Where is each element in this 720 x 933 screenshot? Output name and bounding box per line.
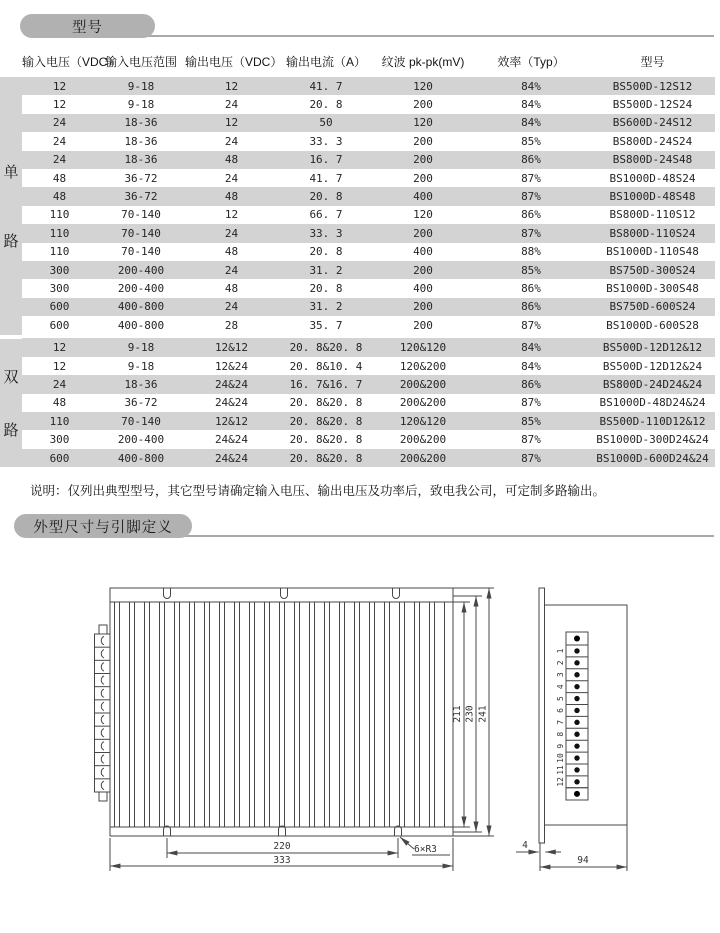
horizontal-dimensions [110, 838, 453, 871]
table-cell: 87% [521, 171, 541, 185]
table-cell: BS750D-600S24 [590, 298, 715, 316]
table-row [22, 357, 715, 375]
note-text: 说明：仅列出典型型号，其它型号请确定输入电压、输出电压及功率后，致电我公司，可定制多路输出。 [30, 484, 606, 498]
table-cell: 24&24 [214, 396, 249, 410]
table-cell: 18-36 [97, 151, 185, 169]
table-cell: 85% [472, 261, 590, 279]
table-cell: 12 [22, 77, 97, 95]
section-tab-models [20, 14, 155, 38]
pin-number-label: 5 [556, 696, 565, 701]
group-char: 单 [3, 164, 19, 181]
table-cell: 24 [22, 151, 97, 169]
table-cell: BS750D-300S24 [590, 261, 715, 279]
table-cell: 24&24 [214, 433, 249, 447]
pin-number-label: 11 [556, 765, 565, 775]
table-cell: 87% [472, 449, 590, 467]
table-cell: BS800D-110S24 [590, 224, 715, 242]
table-cell: BS800D-24S24 [612, 134, 693, 148]
section-title-models: 型号 [72, 19, 103, 36]
table-cell: 36-72 [124, 396, 158, 410]
table-cell: 200&200 [374, 449, 472, 467]
col-header-ripple: 纹波 pk-pk(mV) [381, 55, 465, 69]
connector-clamp-arc [101, 768, 104, 776]
section-tab-dimensions [14, 514, 192, 538]
table-row [22, 187, 715, 205]
pin-number-label: 2 [556, 660, 565, 666]
pin-number-label: 3 [556, 672, 565, 678]
table-cell: 84% [521, 98, 541, 112]
front-view [95, 588, 495, 871]
table-cell: 24 [185, 298, 278, 316]
table-cell: 85% [521, 134, 541, 148]
table-cell: 110 [22, 224, 97, 242]
table-cell: 12 [185, 77, 278, 95]
connector-clamp-arc [101, 676, 104, 684]
dim-notch-label: 6×R3 [414, 844, 437, 855]
table-cell: 66. 7 [309, 208, 343, 222]
group-label-single [0, 77, 22, 335]
table-cell: 24 [52, 134, 67, 148]
terminal-screw-dot [574, 696, 579, 701]
table-cell: 120 [413, 208, 433, 222]
table-cell: 400 [374, 187, 472, 205]
heatsink-fins [115, 602, 445, 827]
table-cell: 20. 8 [309, 281, 343, 295]
terminal-connector-front [95, 625, 111, 801]
connector-clamp-arc [101, 742, 104, 750]
table-row [22, 114, 715, 132]
table-cell: 200-400 [117, 433, 165, 447]
connector-clamp-arc [101, 729, 104, 737]
pin-number-label: 8 [556, 731, 565, 737]
table-row [22, 316, 715, 334]
table-cell: 24 [224, 134, 239, 148]
terminal-block-side [566, 632, 588, 800]
connector-clamp-arc [101, 715, 104, 723]
terminal-screw-dot [574, 732, 579, 737]
table-cell: 18-36 [124, 134, 158, 148]
table-cell: BS500D-12S12 [590, 77, 715, 95]
table-cell: 24 [185, 261, 278, 279]
table-cell: 120 [374, 114, 472, 132]
pin-number-label: 10 [556, 753, 565, 763]
side-dimensions [516, 825, 627, 871]
dimension-drawing [0, 560, 720, 933]
table-row [22, 95, 715, 113]
table-cell: 9-18 [97, 338, 185, 356]
table-header-row [22, 46, 715, 77]
table-cell: 36-72 [124, 171, 158, 185]
table-row [22, 338, 715, 356]
connector-clamp-arc [101, 702, 104, 710]
table-cell: 9-18 [127, 98, 155, 112]
table-cell: 12 [52, 359, 67, 373]
table-cell: 24&24 [185, 449, 278, 467]
table-row [22, 412, 715, 430]
table-cell: 84% [521, 359, 541, 373]
table-cell: BS1000D-600D24&24 [590, 449, 715, 467]
terminal-screw-dot [574, 743, 579, 748]
table-cell: BS1000D-110S48 [606, 245, 699, 259]
table-cell: 110 [22, 412, 97, 430]
table-cell: BS500D-12D12&12 [590, 338, 715, 356]
table-cell: 48 [224, 245, 239, 259]
table-cell: 120 [374, 77, 472, 95]
table-cell: 86% [472, 298, 590, 316]
table-row [22, 261, 715, 279]
table-cell: 88% [521, 245, 541, 259]
table-cell: 70-140 [97, 224, 185, 242]
table-row [22, 298, 715, 316]
dim-width-total: 333 [273, 855, 291, 866]
table-cell: 20. 8 [278, 187, 374, 205]
table-cell: 86% [521, 281, 541, 295]
table-cell: 84% [472, 338, 590, 356]
table-cell: BS800D-110S12 [609, 208, 696, 222]
group-char: 路 [3, 422, 19, 439]
table-cell: BS1000D-48S24 [609, 171, 696, 185]
col-header-input-range: 输入电压范围 [104, 55, 177, 69]
table-cell: 84% [472, 77, 590, 95]
table-cell: 9-18 [127, 359, 155, 373]
table-row [22, 77, 715, 95]
table-cell: 31. 2 [278, 298, 374, 316]
connector-clamp-arc [101, 650, 104, 658]
table-cell: 18-36 [97, 114, 185, 132]
pin-number-label: 9 [556, 743, 565, 749]
table-cell: 84% [472, 114, 590, 132]
table-cell: 36-72 [97, 187, 185, 205]
connector-clamp-arc [101, 636, 104, 644]
table-row [22, 375, 715, 393]
table-row [22, 449, 715, 467]
table-row [22, 394, 715, 412]
col-header-output-voltage: 输出电压（VDC） [185, 55, 283, 69]
table-cell: 200&200 [399, 433, 447, 447]
group-char: 双 [3, 369, 19, 386]
table-cell: 200 [374, 261, 472, 279]
table-cell: 20. 8&10. 4 [289, 359, 363, 373]
table-cell: 24 [22, 114, 97, 132]
terminal-screw-dot [574, 684, 579, 689]
table-cell: 70-140 [121, 208, 161, 222]
table-cell: 300 [22, 261, 97, 279]
table-row [22, 169, 715, 187]
dim-height-mid: 230 [464, 705, 476, 723]
table-cell: 87% [472, 224, 590, 242]
table-cell: 120&200 [399, 359, 447, 373]
table-cell: 35. 7 [309, 318, 343, 332]
table-cell: BS600D-24S12 [590, 114, 715, 132]
table-cell: 87% [521, 396, 541, 410]
table-cell: 12&12 [185, 412, 278, 430]
connector-clamp-arc [101, 755, 104, 763]
table-cell: 110 [49, 208, 70, 222]
table-cell: 200 [413, 134, 433, 148]
table-cell: 85% [472, 412, 590, 430]
pin-number-label: 4 [556, 684, 565, 690]
dim-flange-thickness: 4 [522, 840, 528, 851]
table-cell: 41. 7 [309, 171, 343, 185]
terminal-screw-dot [574, 648, 579, 653]
table-cell: 20. 8&20. 8 [278, 412, 374, 430]
table-cell: 200 [413, 98, 433, 112]
side-view [516, 588, 627, 871]
dim-height-fins: 211 [452, 705, 463, 723]
table-cell: 9-18 [97, 77, 185, 95]
table-cell: 70-140 [97, 412, 185, 430]
table-cell: BS1000D-300D24&24 [596, 433, 709, 447]
table-row [22, 430, 715, 448]
table-cell: 400-800 [117, 318, 165, 332]
table-cell: 20. 8&20. 8 [289, 433, 363, 447]
table-cell: 400 [413, 245, 433, 259]
table-cell: 48 [224, 281, 239, 295]
connector-clamp-arc [101, 781, 104, 789]
pin-number-label: 12 [556, 777, 565, 787]
table-cell: 20. 8&20. 8 [278, 449, 374, 467]
table-cell: 87% [472, 187, 590, 205]
table-cell: 48 [52, 171, 67, 185]
table-cell: 20. 8&20. 8 [289, 396, 363, 410]
connector-clamp-arc [101, 663, 104, 671]
table-cell: 86% [472, 151, 590, 169]
terminal-screw-dot [574, 755, 579, 760]
table-cell: 12 [224, 208, 239, 222]
terminal-screw-dot [574, 672, 579, 677]
table-cell: 20. 8 [309, 98, 343, 112]
table-cell: 16. 7&16. 7 [278, 375, 374, 393]
pin-numbers [556, 648, 565, 786]
table-cell: 24 [224, 98, 239, 112]
section-title-dimensions: 外型尺寸与引脚定义 [33, 519, 173, 536]
table-cell: 200 [374, 298, 472, 316]
table-cell: 24 [224, 171, 239, 185]
table-cell: 87% [521, 318, 541, 332]
table-cell: 200&200 [374, 375, 472, 393]
table-cell: 12 [185, 114, 278, 132]
table-cell: 200-400 [97, 261, 185, 279]
table-cell: BS1000D-600S28 [606, 318, 699, 332]
mounting-notches [164, 588, 402, 836]
table-cell: 12 [22, 338, 97, 356]
table-cell: 48 [185, 151, 278, 169]
table-cell: 120&120 [374, 412, 472, 430]
table-cell: 200 [374, 224, 472, 242]
table-cell: BS1000D-48D24&24 [599, 396, 706, 410]
table-cell: BS1000D-48S48 [590, 187, 715, 205]
table-cell: 300 [49, 281, 70, 295]
terminal-screw-dot [574, 767, 579, 772]
col-header-efficiency: 效率（Typ） [497, 55, 565, 69]
col-header-input-voltage: 输入电压（VDC） [22, 55, 120, 69]
table-cell: 400-800 [97, 298, 185, 316]
table-cell: 28 [224, 318, 239, 332]
table-cell: 50 [278, 114, 374, 132]
table-cell: 200 [413, 318, 433, 332]
terminal-screw-dot [574, 779, 579, 784]
table-row [22, 243, 715, 261]
dim-height-total: 241 [477, 705, 489, 723]
table-cell: BS800D-24D24&24 [590, 375, 715, 393]
table-cell: 24 [22, 375, 97, 393]
pin-number-label: 1 [556, 648, 565, 654]
terminal-screw-dot [574, 720, 579, 725]
terminal-screw-dot [574, 660, 579, 665]
vertical-dimensions [452, 588, 494, 836]
table-cell: 600 [22, 298, 97, 316]
table-cell: 24 [185, 224, 278, 242]
table-row [22, 224, 715, 242]
table-cell: 33. 3 [309, 134, 343, 148]
group-label-dual [0, 339, 22, 467]
table-cell: 24&24 [185, 375, 278, 393]
table-cell: 200&200 [399, 396, 447, 410]
dim-width-pitch: 220 [273, 841, 291, 852]
col-header-model: 型号 [640, 55, 665, 69]
table-cell: 48 [52, 396, 67, 410]
group-char: 路 [3, 233, 19, 250]
table-cell: 70-140 [121, 245, 161, 259]
table-cell: 41. 7 [278, 77, 374, 95]
table-row [22, 151, 715, 169]
table-cell: 12&12 [185, 338, 278, 356]
table-cell: 86% [472, 375, 590, 393]
table-cell: 200-400 [117, 281, 165, 295]
terminal-screw-dot [574, 708, 579, 713]
pin-number-label: 6 [556, 708, 565, 713]
table-cell: 300 [49, 433, 70, 447]
pin-number-label: 7 [556, 719, 565, 725]
table-cell: 31. 2 [278, 261, 374, 279]
table-cell: BS1000D-300S48 [606, 281, 699, 295]
table-cell: 33. 3 [278, 224, 374, 242]
models-table [22, 46, 715, 467]
table-cell: BS800D-24S48 [590, 151, 715, 169]
table-cell: 87% [521, 433, 541, 447]
table-cell: 20. 8 [309, 245, 343, 259]
table-row [22, 279, 715, 297]
table-cell: 12&24 [214, 359, 249, 373]
col-header-output-current: 输出电流（A） [285, 55, 366, 69]
table-cell: BS500D-110D12&12 [590, 412, 715, 430]
table-cell: 120&120 [374, 338, 472, 356]
table-cell: BS500D-12D12&24 [602, 359, 703, 373]
table-cell: 600 [49, 318, 70, 332]
dim-depth: 94 [577, 855, 589, 866]
table-cell: 400-800 [97, 449, 185, 467]
table-cell: 18-36 [97, 375, 185, 393]
table-cell: 110 [49, 245, 70, 259]
table-cell: 400 [413, 281, 433, 295]
table-cell: 48 [22, 187, 97, 205]
connector-clamp-arc [101, 689, 104, 697]
table-cell: 48 [185, 187, 278, 205]
table-cell: 200 [374, 151, 472, 169]
table-cell: 16. 7 [278, 151, 374, 169]
table-cell: 600 [22, 449, 97, 467]
table-row [22, 132, 715, 150]
table-cell: BS500D-12S24 [612, 98, 693, 112]
table-cell: 20. 8&20. 8 [278, 338, 374, 356]
table-cell: 200 [413, 171, 433, 185]
table-cell: 86% [521, 208, 541, 222]
notch-callout [400, 837, 450, 855]
table-row [22, 206, 715, 224]
table-cell: 12 [52, 98, 67, 112]
